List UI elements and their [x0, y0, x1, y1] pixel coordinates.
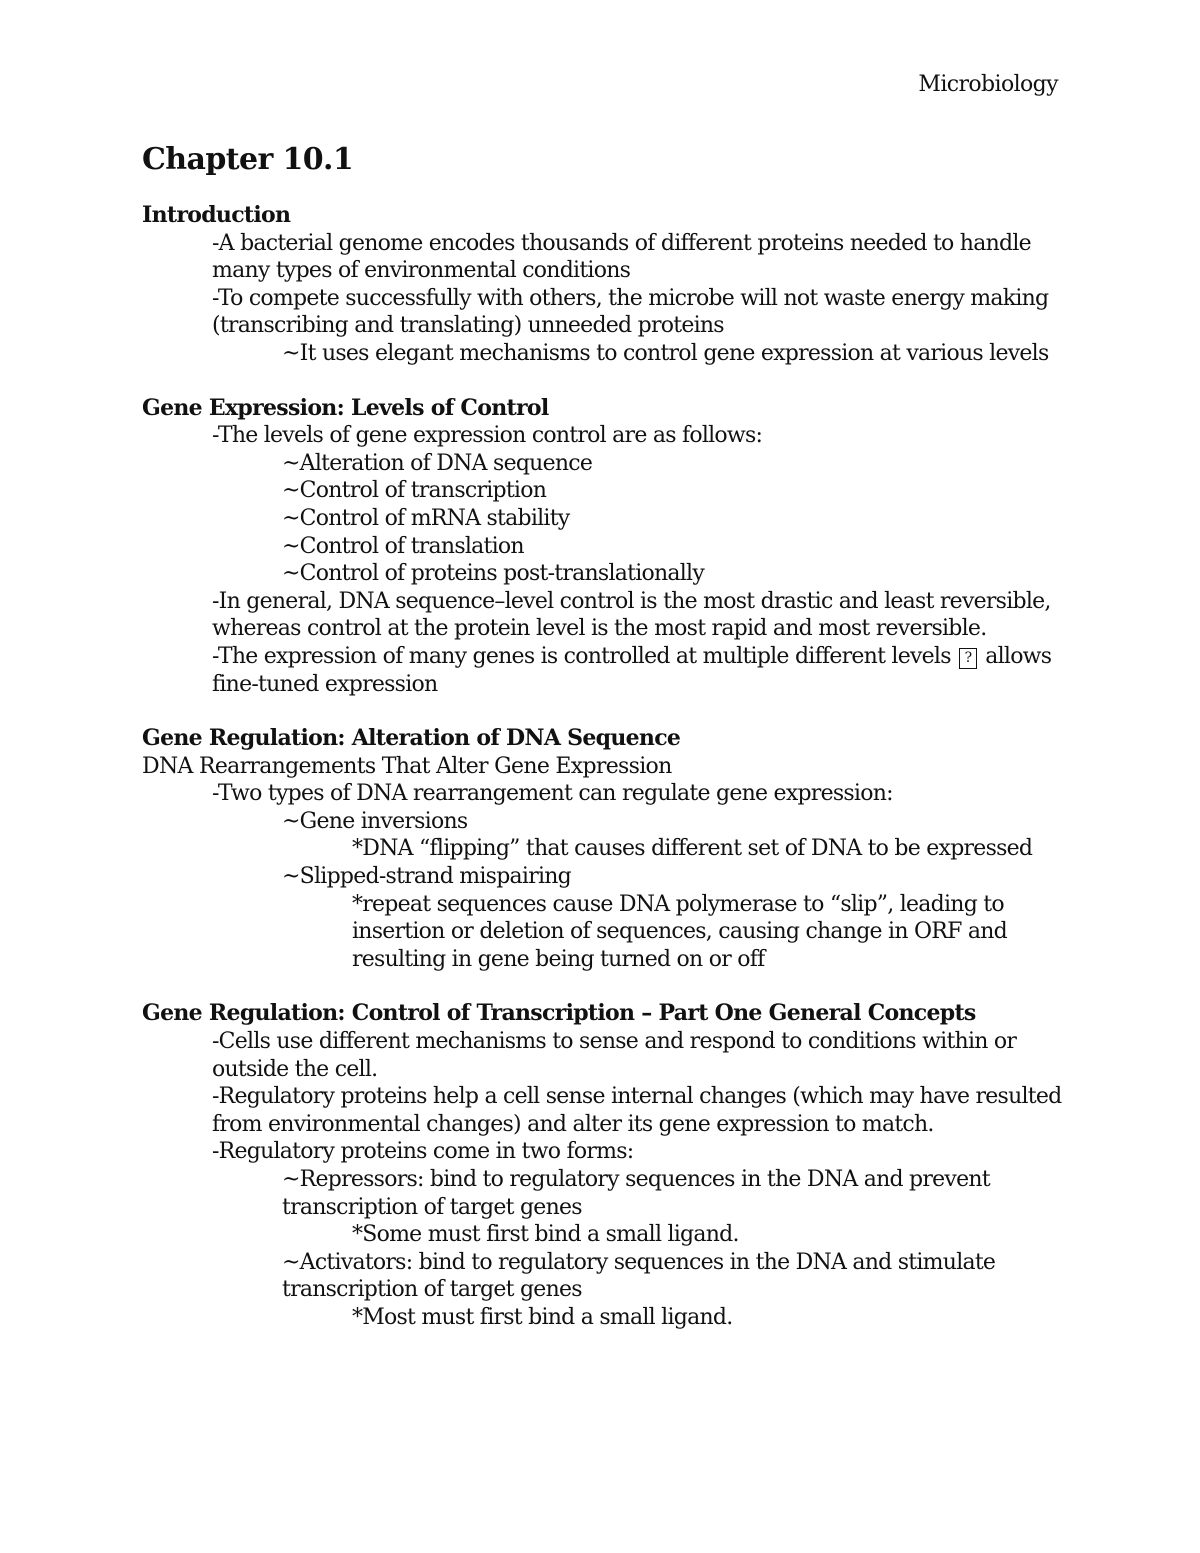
text-line: *DNA “flipping” that causes different set of DNA to be expressed	[352, 836, 1033, 862]
text-line: outside the cell.	[212, 1056, 378, 1082]
text-line: ~Repressors: bind to regulatory sequences in the DNA and prevent	[282, 1167, 990, 1192]
section-heading: Gene Regulation: Alteration of DNA Sequence	[142, 725, 681, 752]
line-text-after: allows	[985, 643, 1052, 669]
text-line: *repeat sequences cause DNA polymerase to “slip”, leading to	[352, 891, 1004, 917]
course-header: Microbiology	[918, 72, 1058, 97]
text-line: whereas control at the protein level is the most rapid and most reversible.	[212, 616, 987, 642]
section	[142, 725, 1062, 973]
section	[142, 1000, 1062, 1331]
text-line: transcription of target genes	[282, 1194, 582, 1220]
text-line: ~Alteration of DNA sequence	[282, 450, 593, 476]
section-heading: Gene Expression: Levels of Control	[142, 394, 549, 421]
text-line: insertion or deletion of sequences, causing change in ORF and	[352, 919, 1007, 945]
text-line: ~Activators: bind to regulatory sequences in the DNA and stimulate	[282, 1249, 996, 1275]
chapter-title: Chapter 10.1	[142, 142, 354, 177]
text-line: fine-tuned expression	[212, 671, 438, 697]
section	[142, 202, 1062, 368]
text-line: -To compete successfully with others, the microbe will not waste energy making	[212, 285, 1049, 311]
text-line: ~Gene inversions	[282, 808, 468, 834]
line-text: -The expression of many genes is controlled at multiple different levels	[212, 643, 951, 669]
section-heading: Gene Regulation: Control of Transcription – Part One General Concepts	[142, 1000, 976, 1027]
text-line: -A bacterial genome encodes thousands of different proteins needed to handle	[212, 230, 1031, 256]
section-subheading: DNA Rearrangements That Alter Gene Expression	[142, 753, 672, 779]
text-line: -Regulatory proteins help a cell sense internal changes (which may have resulted	[212, 1084, 1062, 1110]
text-line: ~Control of proteins post-translationally	[282, 561, 705, 587]
text-line: -Cells use different mechanisms to sense and respond to conditions within or	[212, 1029, 1017, 1055]
document-body	[142, 140, 1062, 1359]
text-line: ~Control of transcription	[282, 478, 547, 504]
text-line: ~It uses elegant mechanisms to control gene expression at various levels	[282, 340, 1049, 366]
text-line: -The levels of gene expression control are as follows:	[212, 423, 763, 449]
text-line: -Regulatory proteins come in two forms:	[212, 1139, 634, 1165]
unknown-symbol-box-icon: ?	[959, 648, 977, 669]
text-line: -In general, DNA sequence–level control is the most drastic and least reversible,	[212, 588, 1051, 614]
text-line: (transcribing and translating) unneeded proteins	[212, 313, 724, 339]
text-line: transcription of target genes	[282, 1277, 582, 1303]
text-line: *Most must first bind a small ligand.	[352, 1304, 733, 1330]
section-heading: Introduction	[142, 202, 291, 228]
text-line: from environmental changes) and alter its gene expression to match.	[212, 1111, 934, 1137]
text-line: ~Control of mRNA stability	[282, 505, 570, 531]
text-line: ~Control of translation	[282, 533, 524, 559]
text-line: -Two types of DNA rearrangement can regulate gene expression:	[212, 781, 893, 807]
text-line: many types of environmental conditions	[212, 258, 631, 284]
sections-container	[142, 202, 1062, 1332]
text-line	[142, 643, 1062, 671]
text-line: ~Slipped-strand mispairing	[282, 864, 572, 890]
text-line: *Some must first bind a small ligand.	[352, 1222, 739, 1248]
text-line: resulting in gene being turned on or off	[352, 946, 765, 972]
section	[142, 395, 1062, 699]
